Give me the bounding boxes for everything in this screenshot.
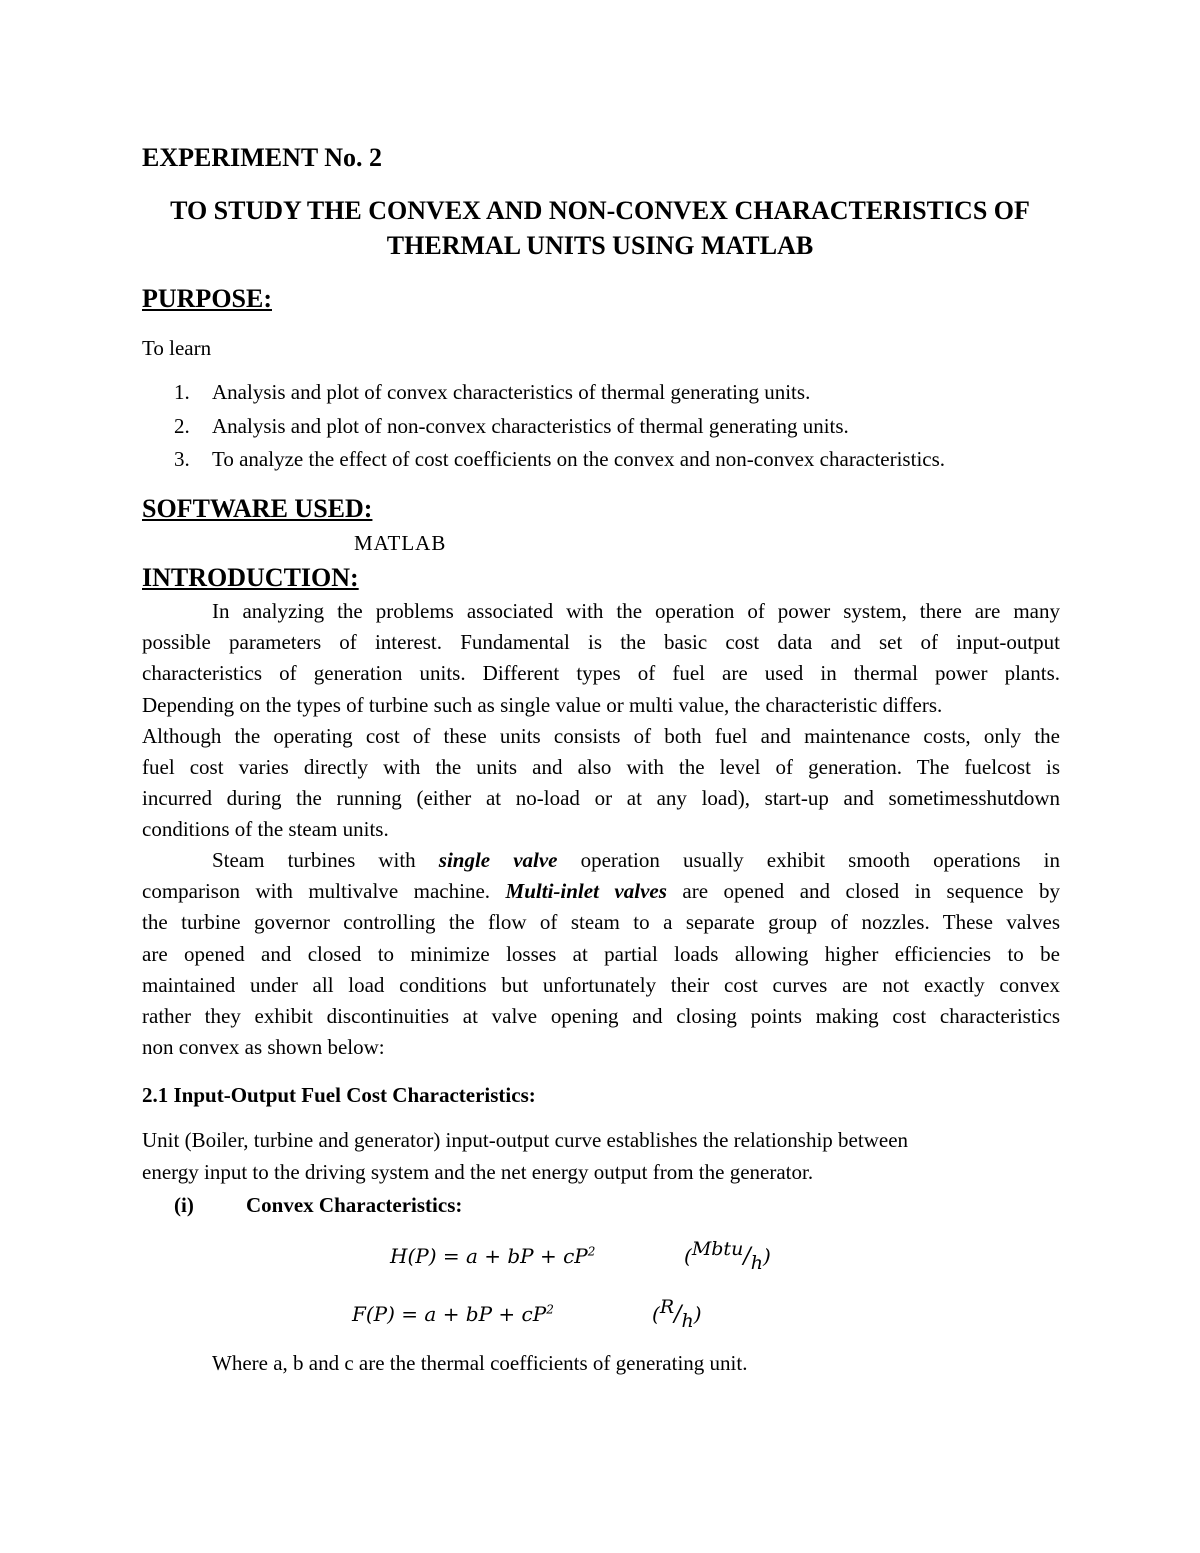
- purpose-intro: To learn: [142, 336, 212, 360]
- text-line: maintained under all load conditions but unfortunately their cost curves are not exactly convex: [142, 972, 1060, 997]
- section-2-1-heading: 2.1 Input-Output Fuel Cost Characteristics:: [142, 1083, 536, 1107]
- text-line: Steam turbines with single valve operation usually exhibit smooth operations in: [212, 848, 1060, 872]
- experiment-number: EXPERIMENT No. 2: [142, 143, 383, 172]
- equation-fuel-cost: F(P) = a + bP + $cP^2$: [352, 1302, 554, 1326]
- introduction-paragraph-2: [142, 845, 1060, 1063]
- text-line: conditions of the steam units.: [142, 817, 389, 842]
- emphasis-multi-inlet-valves: Multi-inlet valves: [505, 879, 667, 904]
- equation-heat-rate-unit: (Mbtu/h): [684, 1238, 771, 1274]
- section-2-1-text-line-1: Unit (Boiler, turbine and generator) input-output curve establishes the relationship between: [142, 1128, 909, 1152]
- software-heading: SOFTWARE USED:: [142, 494, 373, 523]
- list-number: 1.: [174, 380, 190, 404]
- software-value: MATLAB: [354, 531, 447, 555]
- text-line: characteristics of generation units. Different types of fuel are used in thermal power plants.: [142, 661, 1060, 686]
- coefficients-note: Where a, b and c are the thermal coefficients of generating unit.: [212, 1351, 748, 1375]
- text-line: comparison with multivalve machine. Multi-inlet valves are opened and closed in sequence by: [142, 879, 1060, 904]
- list-text: Analysis and plot of convex characteristics of thermal generating units.: [212, 380, 811, 404]
- text-line: Depending on the types of turbine such as single value or multi value, the characteristic differs.: [142, 692, 943, 717]
- text-line: fuel cost varies directly with the units and also with the level of generation. The fuelcost is: [142, 754, 1060, 779]
- emphasis-single-valve: single valve: [438, 848, 558, 872]
- list-number: 3.: [174, 447, 190, 471]
- text-line: incurred during the running (either at no-load or at any load), start-up and sometimesshutdown: [142, 786, 1060, 811]
- list-number: 2.: [174, 414, 190, 438]
- subsection-heading: Convex Characteristics:: [246, 1193, 463, 1217]
- list-text: Analysis and plot of non-convex characteristics of thermal generating units.: [212, 414, 849, 438]
- text-line: possible parameters of interest. Fundamental is the basic cost data and set of input-output: [142, 630, 1060, 655]
- introduction-heading: INTRODUCTION:: [142, 563, 359, 592]
- text-line: are opened and closed to minimize losses at partial loads allowing higher efficiencies to be: [142, 941, 1060, 966]
- equation-heat-rate: H(P) = a + bP + $cP^2$: [390, 1244, 596, 1268]
- equation-fuel-cost-unit: (R/h): [652, 1296, 702, 1332]
- title-line-2: THERMAL UNITS USING MATLAB: [386, 231, 814, 260]
- text-line: In analyzing the problems associated with the operation of power system, there are many: [212, 599, 1060, 623]
- title-line-1: TO STUDY THE CONVEX AND NON-CONVEX CHARACTERISTICS OF: [170, 196, 1030, 225]
- introduction-paragraph-1: [142, 596, 1060, 846]
- subsection-number: (i): [174, 1193, 194, 1217]
- list-text: To analyze the effect of cost coefficients on the convex and non-convex characteristics.: [212, 447, 946, 471]
- section-2-1-text-line-2: energy input to the driving system and the net energy output from the generator.: [142, 1160, 814, 1184]
- text-line: the turbine governor controlling the flow of steam to a separate group of nozzles. These valves: [142, 910, 1060, 935]
- text-line: non convex as shown below:: [142, 1035, 385, 1060]
- text-line: rather they exhibit discontinuities at valve opening and closing points making cost characteristics: [142, 1003, 1060, 1028]
- text-line: Although the operating cost of these units consists of both fuel and maintenance costs, only the: [142, 723, 1060, 748]
- purpose-heading: PURPOSE:: [142, 284, 272, 313]
